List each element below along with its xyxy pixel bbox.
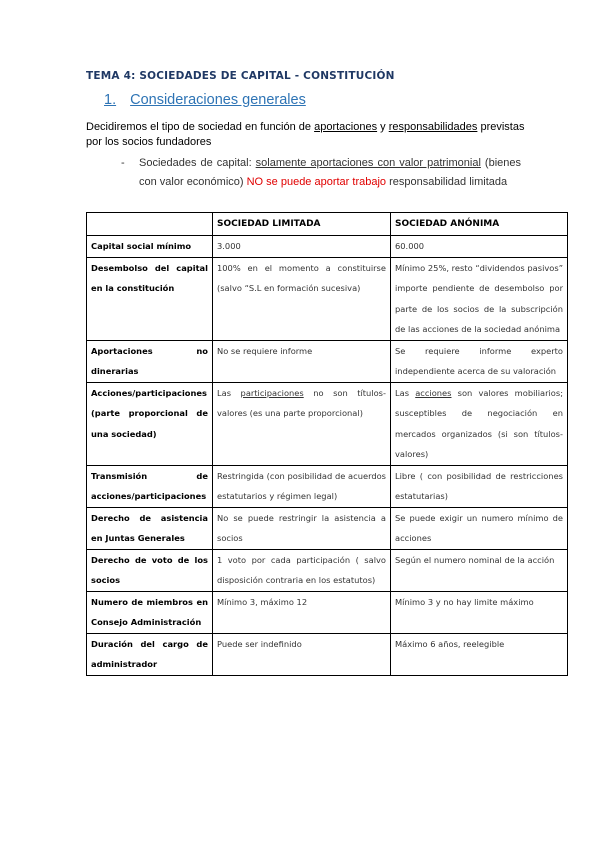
section-number: 1. [104,92,117,108]
cell-sl: Puede ser indefinido [213,633,391,675]
table-row [87,382,568,465]
cell-text: no son títulos-valores (es una parte proporcional) [217,387,387,418]
intro-underlined-responsabilidades: responsabilidades [388,121,478,133]
section-label: Consideraciones generales [130,92,306,108]
row-label: Transmisión de acciones/participaciones [87,465,213,507]
cell-text: son valores mobiliarios; susceptibles de negociación en mercados organizados (si son títulos-valores) [395,387,564,459]
cell-sl: 100% en el momento a constituirse (salvo “S.L en formación sucesiva) [213,257,391,340]
row-label: Aportaciones no dinerarias [87,340,213,382]
cell-sa: Mínimo 3 y no hay limite máximo [391,591,568,633]
bullet-rest: (bienes con valor económico) [139,157,521,188]
header-sociedad-limitada: SOCIEDAD LIMITADA [213,213,391,236]
cell-sl: 3.000 [213,236,391,258]
cell-sa: Se requiere informe experto independiente acerca de su valoración [391,340,568,382]
cell-sl: Mínimo 3, máximo 12 [213,591,391,633]
row-label: Capital social mínimo [87,236,213,258]
cell-sa [391,382,568,465]
cell-sl: No se puede restringir la asistencia a socios [213,507,391,549]
cell-sa: Según el numero nominal de la acción [391,549,568,591]
comparison-table [86,212,568,676]
bullet-label: Sociedades de capital: [139,157,256,169]
intro-text-1: Decidiremos el tipo de sociedad en función de [86,121,315,133]
row-label: Numero de miembros en Consejo Administración [87,591,213,633]
bullet-end: responsabilidad limitada [386,176,508,188]
bullet-text [139,154,521,192]
cell-underlined: participaciones [240,387,304,398]
document-title: TEMA 4: SOCIEDADES DE CAPITAL - CONSTITUCIÓN [86,70,395,82]
intro-paragraph [86,120,526,150]
row-label: Derecho de voto de los socios [87,549,213,591]
intro-text-3: previstas por los socios fundadores [86,121,525,148]
table-row [87,257,568,340]
bullet-underlined: solamente aportaciones con valor patrimonial [255,157,481,169]
cell-sa: Mínimo 25%, resto “dividendos pasivos” importe pendiente de desembolso por parte de los socios de la subscripción de las acciones de la sociedad anónima [391,257,568,340]
table-header-row [87,213,568,236]
table-row [87,507,568,549]
intro-underlined-aportaciones: aportaciones [314,121,378,133]
table-row [87,340,568,382]
row-label: Derecho de asistencia en Juntas Generales [87,507,213,549]
table-row [87,591,568,633]
row-label: Duración del cargo de administrador [87,633,213,675]
header-sociedad-anonima: SOCIEDAD ANÓNIMA [391,213,568,236]
bullet-item [121,154,521,192]
cell-underlined: acciones [415,387,452,398]
cell-sa: Libre ( con posibilidad de restricciones estatutarias) [391,465,568,507]
cell-sl: No se requiere informe [213,340,391,382]
row-label: Acciones/participaciones (parte proporcional de una sociedad) [87,382,213,465]
table-row [87,549,568,591]
intro-text-2: y [377,121,389,133]
bullet-red-note: NO se puede aportar trabajo [246,176,387,188]
cell-sa: Se puede exigir un numero mínimo de acciones [391,507,568,549]
cell-sl: 1 voto por cada participación ( salvo disposición contraria en los estatutos) [213,549,391,591]
table-row [87,465,568,507]
table-row [87,633,568,675]
cell-sl: Restringida (con posibilidad de acuerdos estatutarios y régimen legal) [213,465,391,507]
cell-sa: 60.000 [391,236,568,258]
table-row [87,236,568,258]
cell-sa: Máximo 6 años, reelegible [391,633,568,675]
section-heading [104,92,306,108]
row-label: Desembolso del capital en la constitución [87,257,213,340]
bullet-dash: - [121,157,125,169]
cell-sl [213,382,391,465]
cell-text: Las [395,387,416,398]
cell-text: Las [217,387,241,398]
header-empty [87,213,213,236]
